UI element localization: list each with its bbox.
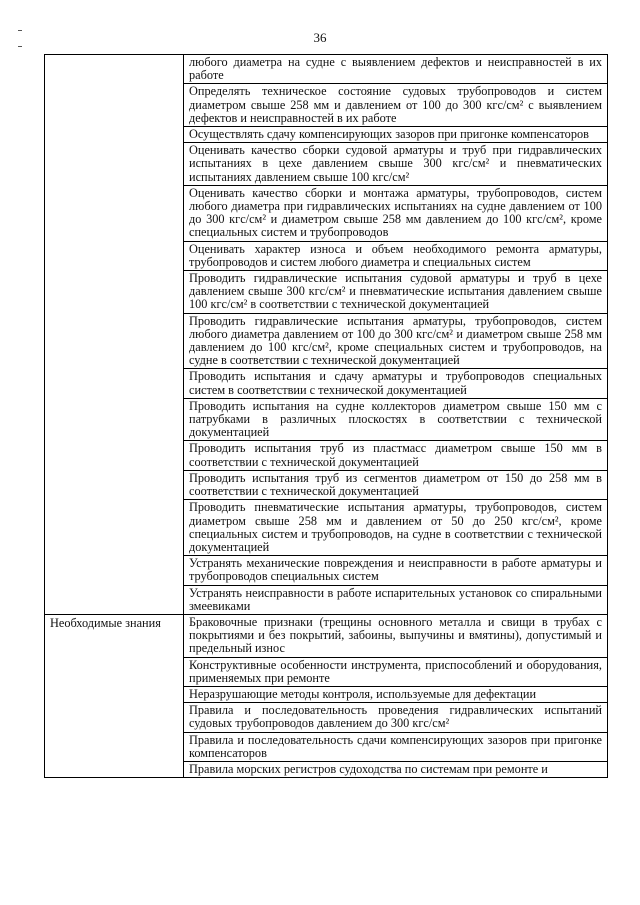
table-cell: Неразрушающие методы контроля, используемые для дефектации: [184, 686, 608, 702]
section-heading-skills: [45, 55, 184, 615]
table-cell: Проводить испытания и сдачу арматуры и трубопроводов специальных систем в соответствии с технической документацией: [184, 369, 608, 398]
table-cell: Проводить гидравлические испытания арматуры, трубопроводов, систем любого диаметра давлением от 100 до 300 кгс/см² и диаметром свыше 258 мм давлением до 100 кгс/см², кроме специальных систем и трубопроводов, на судне в соответствии с технической документацией: [184, 313, 608, 369]
table-cell: Осуществлять сдачу компенсирующих зазоров при пригонке компенсаторов: [184, 127, 608, 143]
table-cell: Устранять неисправности в работе испарительных установок со спиральными змеевиками: [184, 585, 608, 614]
table-cell: Правила и последовательность сдачи компенсирующих зазоров при пригонке компенсаторов: [184, 732, 608, 761]
page-number: 36: [313, 30, 327, 45]
table-cell: Оценивать качество сборки и монтажа арматуры, трубопроводов, систем любого диаметра при гидравлических испытаниях на судне давлением от 100 до 300 кгс/см² и диаметром свыше 258 мм давлением до 100 кгс/см², кроме специальных систем и трубопроводов: [184, 185, 608, 241]
competency-table: [44, 54, 608, 778]
scan-mark: [18, 46, 22, 47]
table-cell: Проводить гидравлические испытания судовой арматуры и труб в цехе давлением свыше 300 кгс/см² и пневматические испытания давлением свыше 100 кгс/см² в соответствии с технической документацией: [184, 271, 608, 314]
table-cell: Конструктивные особенности инструмента, приспособлений и оборудования, применяемых при ремонте: [184, 657, 608, 686]
table-cell: Правила морских регистров судоходства по системам при ремонте и: [184, 761, 608, 777]
table-cell: Браковочные признаки (трещины основного металла и свищи в трубах с покрытиями и без покрытий, забоины, выпучины и вмятины), допустимый и предельный износ: [184, 614, 608, 657]
table-cell: Устранять механические повреждения и неисправности в работе арматуры и трубопроводов специальных систем: [184, 556, 608, 585]
table-cell: Проводить испытания на судне коллекторов диаметром свыше 150 мм с патрубками в различных плоскостях в соответствии с технической документацией: [184, 398, 608, 441]
table-row: [45, 55, 608, 84]
table-cell: Оценивать качество сборки судовой арматуры и труб при гидравлических испытаниях в цехе давлением свыше 300 кгс/см² и пневматических испытаниях давлением свыше 100 кгс/см²: [184, 143, 608, 186]
table-cell: Проводить испытания труб из сегментов диаметром от 150 до 258 мм в соответствии с технической документацией: [184, 470, 608, 499]
table-row: [45, 614, 608, 657]
table-cell: Проводить испытания труб из пластмасс диаметром свыше 150 мм в соответствии с технической документацией: [184, 441, 608, 470]
section-heading-knowledge: Необходимые знания: [45, 614, 184, 777]
table-cell: Определять техническое состояние судовых трубопроводов и систем диаметром свыше 258 мм и давлением от 100 до 300 кгс/см² с выявлением дефектов и неисправностей в их работе: [184, 84, 608, 127]
scan-mark: [18, 30, 22, 31]
table-cell: Проводить пневматические испытания арматуры, трубопроводов, систем диаметром свыше 258 мм и давлением от 50 до 250 кгс/см², кроме специальных систем и трубопроводов, на судне в соответствии с технической документацией: [184, 500, 608, 556]
table-cell: Оценивать характер износа и объем необходимого ремонта арматуры, трубопроводов и систем любого диаметра и специальных систем: [184, 241, 608, 270]
table-cell: любого диаметра на судне с выявлением дефектов и неисправностей в их работе: [184, 55, 608, 84]
table-cell: Правила и последовательность проведения гидравлических испытаний судовых трубопроводов давлением до 300 кгс/см²: [184, 703, 608, 732]
